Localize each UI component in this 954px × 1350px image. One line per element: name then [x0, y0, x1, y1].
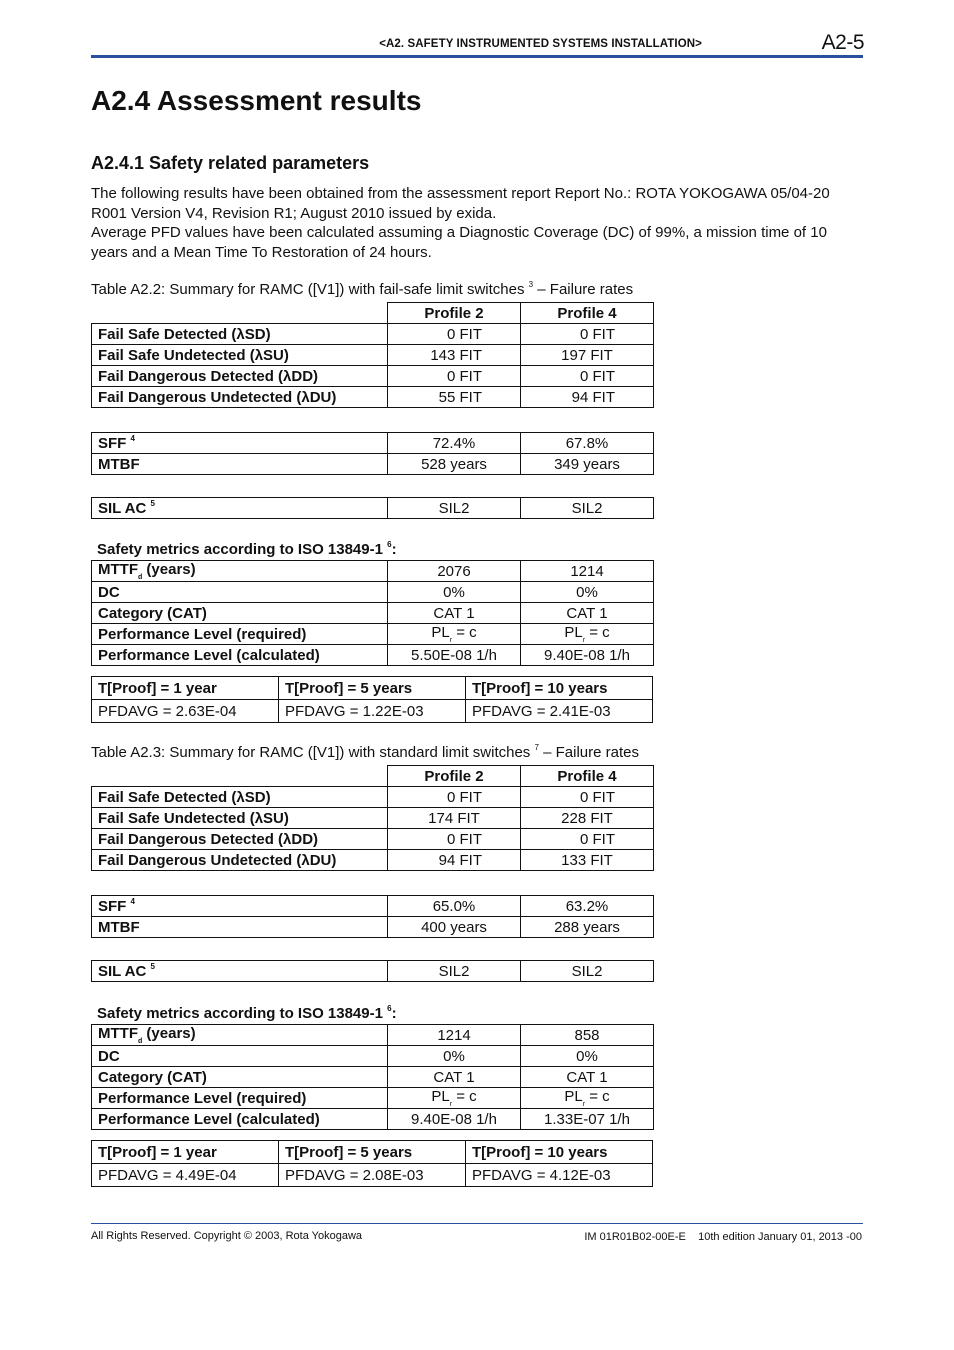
value-profile-4: CAT 1 [521, 1067, 654, 1088]
value-profile-4: 1214 [521, 561, 654, 582]
table-row [92, 1067, 654, 1088]
table-row [92, 324, 654, 345]
table-a22-pfdavg [91, 676, 653, 723]
table-a23-caption: Table A2.3: Summary for RAMC ([V1]) with standard limit switches $^7$ – Failure rates [91, 743, 639, 761]
table-row [92, 677, 653, 700]
value-profile-2: $PL_r = c$ [388, 1088, 521, 1109]
value-profile-4: SIL2 [521, 498, 654, 519]
table-a22-sff-mtbf [91, 432, 654, 475]
table-header-row [92, 766, 654, 787]
proof-header-5y: T[Proof] = 5 years [279, 1141, 466, 1164]
header-profile-4: Profile 4 [521, 303, 654, 324]
table-row [92, 1088, 654, 1109]
table-row [92, 582, 654, 603]
value-profile-4: 0 FIT [521, 324, 654, 345]
value-profile-4: 63.2% [521, 896, 654, 917]
row-label: $MTTF_d$ (years) [92, 1025, 388, 1046]
section-header: <A2. SAFETY INSTRUMENTED SYSTEMS INSTALLATION> [379, 38, 702, 50]
page-number: A2-5 [821, 31, 864, 54]
table-row [92, 961, 654, 982]
row-label: MTBF [92, 454, 388, 475]
pfdavg-10y: PFDAVG = 4.12E-03 [466, 1164, 653, 1187]
row-label: Performance Level (required) [92, 1088, 388, 1109]
iso-metrics-heading: Safety metrics according to ISO 13849-1 $^6$: [97, 1004, 397, 1022]
value-profile-4: 94 FIT [521, 387, 654, 408]
row-label: DC [92, 582, 388, 603]
value-profile-4: 0 FIT [521, 787, 654, 808]
value-profile-2: 65.0% [388, 896, 521, 917]
value-profile-4: 0% [521, 582, 654, 603]
table-row [92, 387, 654, 408]
table-row [92, 345, 654, 366]
table-a23-iso-metrics [91, 1024, 654, 1130]
value-profile-2: 0% [388, 582, 521, 603]
empty-corner-cell [92, 766, 388, 787]
pfdavg-5y: PFDAVG = 1.22E-03 [279, 700, 466, 723]
table-row [92, 1109, 654, 1130]
table-a22-iso-metrics [91, 560, 654, 666]
table-row [92, 829, 654, 850]
row-label: Fail Dangerous Undetected (λDU) [92, 850, 388, 871]
value-profile-2: 9.40E-08 1/h [388, 1109, 521, 1130]
row-label: Category (CAT) [92, 603, 388, 624]
table-row [92, 645, 654, 666]
table-a23-sff-mtbf [91, 895, 654, 938]
value-profile-4: SIL2 [521, 961, 654, 982]
value-profile-4: 1.33E-07 1/h [521, 1109, 654, 1130]
table-row [92, 624, 654, 645]
table-row [92, 1141, 653, 1164]
header-rule [91, 55, 863, 58]
value-profile-2: 0 FIT [388, 787, 521, 808]
pfdavg-10y: PFDAVG = 2.41E-03 [466, 700, 653, 723]
row-label: Performance Level (required) [92, 624, 388, 645]
value-profile-4: 228 FIT [521, 808, 654, 829]
value-profile-4: $PL_r = c$ [521, 1088, 654, 1109]
footer-copyright: All Rights Reserved. Copyright © 2003, Rota Yokogawa [91, 1230, 363, 1242]
value-profile-2: 2076 [388, 561, 521, 582]
table-a22-sil [91, 497, 654, 519]
table-row [92, 787, 654, 808]
value-profile-2: 94 FIT [388, 850, 521, 871]
value-profile-4: 0 FIT [521, 829, 654, 850]
row-label: Fail Dangerous Detected (λDD) [92, 366, 388, 387]
row-label: $MTTF_d$ (years) [92, 561, 388, 582]
row-label: Fail Dangerous Detected (λDD) [92, 829, 388, 850]
value-profile-2: 528 years [388, 454, 521, 475]
value-profile-4: 288 years [521, 917, 654, 938]
value-profile-4: 197 FIT [521, 345, 654, 366]
value-profile-4: 133 FIT [521, 850, 654, 871]
pfdavg-1y: PFDAVG = 2.63E-04 [92, 700, 279, 723]
table-row [92, 917, 654, 938]
value-profile-2: 143 FIT [388, 345, 521, 366]
pfdavg-1y: PFDAVG = 4.49E-04 [92, 1164, 279, 1187]
row-label: SIL AC $^5$ [92, 961, 388, 982]
pfdavg-5y: PFDAVG = 2.08E-03 [279, 1164, 466, 1187]
row-label: DC [92, 1046, 388, 1067]
value-profile-2: SIL2 [388, 961, 521, 982]
value-profile-2: CAT 1 [388, 603, 521, 624]
row-label: Performance Level (calculated) [92, 1109, 388, 1130]
value-profile-2: 72.4% [388, 433, 521, 454]
value-profile-2: 5.50E-08 1/h [388, 645, 521, 666]
proof-header-1y: T[Proof] = 1 year [92, 1141, 279, 1164]
table-row [92, 700, 653, 723]
row-label: SFF $^4$ [92, 896, 388, 917]
proof-header-5y: T[Proof] = 5 years [279, 677, 466, 700]
table-row [92, 1046, 654, 1067]
header-profile-4: Profile 4 [521, 766, 654, 787]
value-profile-2: 0 FIT [388, 829, 521, 850]
empty-corner-cell [92, 303, 388, 324]
row-label: Performance Level (calculated) [92, 645, 388, 666]
table-header-row [92, 303, 654, 324]
value-profile-4: 349 years [521, 454, 654, 475]
header-profile-2: Profile 2 [388, 303, 521, 324]
table-row [92, 1164, 653, 1187]
value-profile-2: $PL_r = c$ [388, 624, 521, 645]
row-label: MTBF [92, 917, 388, 938]
row-label: Fail Safe Undetected (λSU) [92, 345, 388, 366]
table-row [92, 454, 654, 475]
iso-metrics-heading: Safety metrics according to ISO 13849-1 $^6$: [97, 540, 397, 558]
footer-doc-info [520, 1231, 862, 1243]
table-row [92, 561, 654, 582]
row-label: Fail Safe Detected (λSD) [92, 324, 388, 345]
table-row [92, 1025, 654, 1046]
proof-header-10y: T[Proof] = 10 years [466, 677, 653, 700]
page-title: A2.4 Assessment results [91, 85, 422, 116]
value-profile-2: 0 FIT [388, 366, 521, 387]
value-profile-2: 1214 [388, 1025, 521, 1046]
header-profile-2: Profile 2 [388, 766, 521, 787]
table-row [92, 498, 654, 519]
table-a22-failure-rates [91, 302, 654, 408]
proof-header-10y: T[Proof] = 10 years [466, 1141, 653, 1164]
intro-paragraph-1: The following results have been obtained from the assessment report Report No.: ROTA YOKOGAWA 05/04-20 R001 Version V4, Revision R1; August 2010 issued by exida. [91, 185, 830, 222]
value-profile-2: SIL2 [388, 498, 521, 519]
table-row [92, 808, 654, 829]
value-profile-2: 174 FIT [388, 808, 521, 829]
value-profile-2: 55 FIT [388, 387, 521, 408]
value-profile-2: 0 FIT [388, 324, 521, 345]
table-a22-caption: Table A2.2: Summary for RAMC ([V1]) with fail-safe limit switches $^3$ – Failure rates [91, 280, 634, 298]
table-row [92, 850, 654, 871]
footer-rule [91, 1223, 863, 1224]
value-profile-2: 0% [388, 1046, 521, 1067]
row-label: SFF $^4$ [92, 433, 388, 454]
section-subtitle: A2.4.1 Safety related parameters [91, 153, 370, 173]
row-label: Category (CAT) [92, 1067, 388, 1088]
intro-paragraph-2: Average PFD values have been calculated assuming a Diagnostic Coverage (DC) of 99%, a mission time of 10 years and a Mean Time To Restoration of 24 hours. [91, 224, 827, 261]
table-a23-pfdavg [91, 1140, 653, 1187]
value-profile-4: 9.40E-08 1/h [521, 645, 654, 666]
value-profile-4: 0% [521, 1046, 654, 1067]
table-row [92, 896, 654, 917]
table-row [92, 433, 654, 454]
table-row [92, 366, 654, 387]
doc-id: IM 01R01B02-00E-E [584, 1231, 686, 1243]
value-profile-4: $PL_r = c$ [521, 624, 654, 645]
row-label: SIL AC $^5$ [92, 498, 388, 519]
value-profile-4: 67.8% [521, 433, 654, 454]
row-label: Fail Dangerous Undetected (λDU) [92, 387, 388, 408]
value-profile-2: CAT 1 [388, 1067, 521, 1088]
value-profile-2: 400 years [388, 917, 521, 938]
table-row [92, 603, 654, 624]
table-a23-failure-rates [91, 765, 654, 871]
value-profile-4: CAT 1 [521, 603, 654, 624]
value-profile-4: 0 FIT [521, 366, 654, 387]
row-label: Fail Safe Undetected (λSU) [92, 808, 388, 829]
row-label: Fail Safe Detected (λSD) [92, 787, 388, 808]
table-a23-sil [91, 960, 654, 982]
proof-header-1y: T[Proof] = 1 year [92, 677, 279, 700]
value-profile-4: 858 [521, 1025, 654, 1046]
edition: 10th edition January 01, 2013 -00 [698, 1231, 862, 1243]
